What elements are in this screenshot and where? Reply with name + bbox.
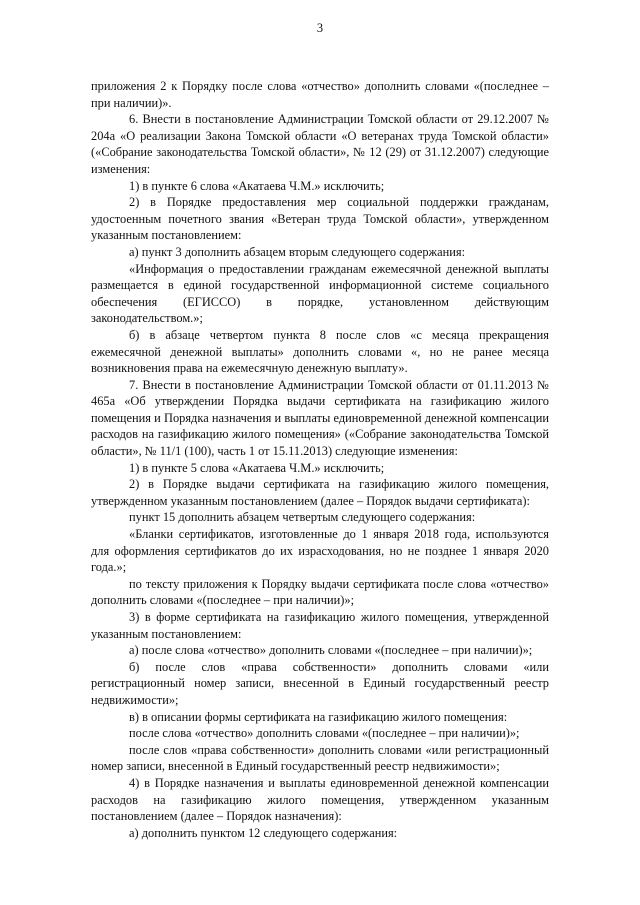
paragraph: «Информация о предоставлении гражданам ежемесячной денежной выплаты размещается в единой государственной информационной системе социального обеспечения (ЕГИССО) в порядке, установленном действующим законодательством.»;	[91, 261, 549, 326]
paragraph: 2) в Порядке предоставления мер социальной поддержки гражданам, удостоенным почетного звания «Ветеран труда Томской области», утвержденном указанным постановлением:	[91, 195, 549, 243]
paragraph: 2) в Порядке выдачи сертификата на газификацию жилого помещения, утвержденном указанным постановлением (далее – Порядок выдачи сертификата):	[91, 477, 549, 508]
paragraph: б) после слов «права собственности» дополнить словами «или регистрационный номер записи, внесенной в Единый государственный реестр недвижимости»;	[91, 659, 549, 707]
page-number: 3	[316, 21, 324, 35]
paragraph: 3) в форме сертификата на газификацию жилого помещения, утвержденной указанным постановлением:	[91, 610, 549, 641]
paragraph: 7. Внести в постановление Администрации Томской области от 01.11.2013 № 465а «Об утверждении Порядка выдачи сертификата на газификацию жилого помещения и Порядка назначения и выплаты единовременной денежной компенсации расходов на газификацию жилого помещения» («Собрание законодательства Томской области», № 11/1 (100), часть 1 от 15.11.2013) следующие изменения:	[91, 377, 549, 459]
paragraph: а) после слова «отчество» дополнить словами «(последнее – при наличии)»;	[129, 643, 533, 658]
document-body	[91, 78, 549, 841]
paragraph: по тексту приложения к Порядку выдачи сертификата после слова «отчество» дополнить словами «(последнее – при наличии)»;	[91, 576, 549, 608]
paragraph: пункт 15 дополнить абзацем четвертым следующего содержания:	[129, 510, 476, 525]
paragraph: 1) в пункте 6 слова «Акатаева Ч.М.» исключить;	[129, 178, 385, 193]
paragraph: в) в описании формы сертификата на газификацию жилого помещения:	[129, 709, 508, 724]
paragraph: б) в абзаце четвертом пункта 8 после слов «с месяца прекращения ежемесячной денежной выплаты» дополнить словами «, но не ранее месяца возникновения права на ежемесячную денежную выплату».	[91, 327, 549, 376]
paragraph: 1) в пункте 5 слова «Акатаева Ч.М.» исключить;	[129, 460, 385, 475]
paragraph: а) пункт 3 дополнить абзацем вторым следующего содержания:	[129, 244, 466, 259]
paragraph: «Бланки сертификатов, изготовленные до 1 января 2018 года, используются для оформления сертификатов до их израсходования, но не позднее 1 января 2020 года.»;	[91, 527, 549, 575]
paragraph: после слова «отчество» дополнить словами «(последнее – при наличии)»;	[129, 726, 520, 741]
paragraph: 6. Внести в постановление Администрации Томской области от 29.12.2007 № 204а «О реализации Закона Томской области «О ветеранах труда Томской области» («Собрание законодательства Томской области», № 12 (29) от 31.12.2007) следующие изменения:	[91, 112, 549, 176]
paragraph: после слов «права собственности» дополнить словами «или регистрационный номер записи, внесенной в Единый государственный реестр недвижимости»;	[91, 742, 549, 774]
paragraph: 4) в Порядке назначения и выплаты единовременной денежной компенсации расходов на газификацию жилого помещения, утвержденном указанным постановлением (далее – Порядок назначения):	[91, 775, 549, 824]
paragraph: приложения 2 к Порядку после слова «отчество» дополнить словами «(последнее – при наличии)».	[91, 79, 549, 110]
paragraph: а) дополнить пунктом 12 следующего содержания:	[129, 825, 398, 840]
